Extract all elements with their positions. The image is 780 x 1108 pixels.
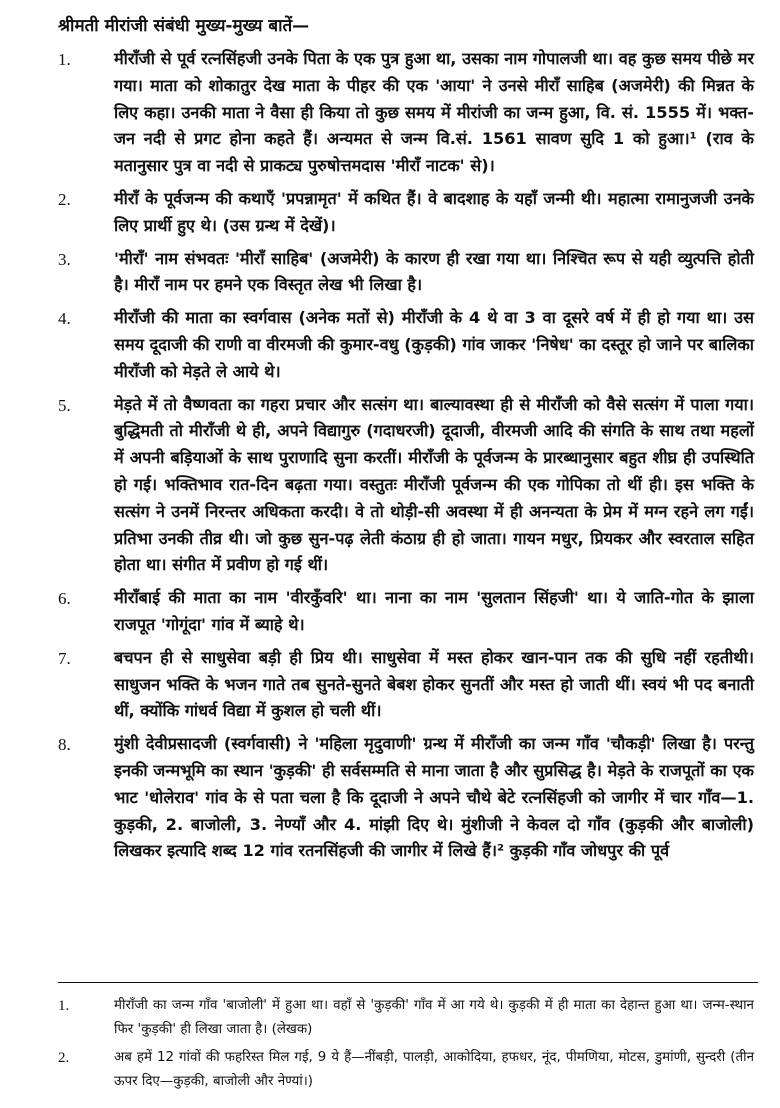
item-text: बचपन ही से साधुसेवा बड़ी ही प्रिय थी। साधुसेवा में मस्त होकर खान-पान तक की सुधि नहीं रहतीथी। साधुजन भक्ति के भजन गाते तब सुनते-सुनते बेबश होकर सुनतीं और मस्त हो जाती थीं। स्वयं भी पद बनाती थीं, क्योंकि गांधर्व विद्या में कुशल हो चली थीं। xyxy=(114,647,754,721)
list-item xyxy=(0,645,780,725)
item-text: 'मीराँ' नाम संभवतः 'मीराँ साहिब' (अजमेरी) के कारण ही रखा गया था। निश्चित रूप से यही व्युत्पत्ति होती है। मीराँ नाम पर हमने एक विस्तृत लेख भी लिखा है। xyxy=(114,248,754,295)
section-heading: श्रीमती मीरांजी संबंधी मुख्य-मुख्य बातें— xyxy=(58,16,310,36)
item-number: 7. xyxy=(58,648,71,668)
footnote-divider xyxy=(58,982,758,983)
item-text: मीराँबाई की माता का नाम 'वीरकुँवरि' था। नाना का नाम 'सुलतान सिंहजी' था। ये जाति-गोत के झाला राजपूत 'गोगूंदा' गांव में ब्याहे थे। xyxy=(114,588,754,634)
footnote-text: अब हमें 12 गांवों की फहरिस्त मिल गई, 9 ये हैं—नींबड़ी, पालड़ी, आकोदिया, हफधर, नूंद, पीमणिया, मोटस, डुमांणी, सुन्दरी (तीन ऊपर दिए—कुड़की, बाजोली और नेण्यां।) xyxy=(114,1050,754,1089)
item-text: मीराँ के पूर्वजन्म की कथाएँ 'प्रपन्नामृत' में कथित हैं। वे बादशाह के यहाँ जन्मी थी। महात्मा रामानुजजी उनके लिए प्रार्थी हुए थे। (उस ग्रन्थ में देखें)। xyxy=(114,188,754,235)
footnote-number: 2. xyxy=(58,1050,70,1066)
list-item xyxy=(0,46,780,180)
item-number: 5. xyxy=(58,395,71,415)
item-number: 4. xyxy=(58,309,71,329)
footnote-text: मीराँजी का जन्म गाँव 'बाजोली' में हुआ था। वहाँ से 'कुड़की' गाँव में आ गये थे। कुड़की में ही माता का देहान्त हुआ था। जन्म-स्थान फिर 'कुड़की' ही लिखा जाता है। (लेखक) xyxy=(114,998,754,1037)
numbered-list xyxy=(0,46,780,871)
footnote xyxy=(0,1046,780,1094)
list-item xyxy=(0,305,780,385)
list-item xyxy=(0,392,780,580)
item-number: 8. xyxy=(58,735,71,755)
item-number: 1. xyxy=(58,50,71,69)
footnote-number: 1. xyxy=(58,998,70,1014)
item-number: 3. xyxy=(58,249,71,269)
list-item xyxy=(0,585,780,639)
list-item xyxy=(0,731,780,865)
footnote xyxy=(0,994,780,1042)
item-number: 2. xyxy=(58,189,71,209)
list-item xyxy=(0,186,780,240)
item-text: मीराँजी से पूर्व रत्नसिंहजी उनके पिता के एक पुत्र हुआ था, उसका नाम गोपालजी था। वह कुछ समय पीछे मर गया। माता को शोकातुर देख माता के पीहर की एक 'आया' ने उनसे मीराँ साहिब (अजमेरी) की मिन्नत के लिए कहा। उनकी माता ने वैसा ही किया तो कुछ समय में मीरांजी का जन्म हुआ, वि. सं. 1555 में। भक्त-जन नदी से प्रगट होना कहते हैं। अन्यमत से जन्म वि.सं. 1561 सावण सुदि 1 को हुआ।¹ (राव के मतानुसार पुत्र वा नदी से प्राकट्य पुरुषोत्तमदास 'मीराँ नाटक' से)। xyxy=(114,49,754,176)
item-text: मेड़ते में तो वैष्णवता का गहरा प्रचार और सत्संग था। बाल्यावस्था ही से मीराँजी को वैसे सत्संग में पाला गया। बुद्धिमती तो मीराँजी थे ही, अपने विद्यागुरु (गदाधरजी) दूदाजी, वीरमजी आदि की संगति के साथ तथा महलों में अपनी बड़ियाओं के साथ पुराणादि सुना करतीं। मीराँजी के पूर्वजन्म के प्रारब्धानुसार बहुत शीघ्र ही उपस्थिति हो गई। भक्तिभाव रात-दिन बढ़ता गया। वस्तुतः मीराँजी पूर्वजन्म की एक गोपिका तो थीं ही। इस भक्ति के सत्संग ने उनमें निरन्तर अधिकता करदी। वे तो थोड़ी-सी अवस्था में ही अनन्यता के प्रेम में मग्न रहने लग गईं। प्रतिभा उनकी तीव्र थी। जो कुछ सुन-पढ़ लेती कंठाग्र ही हो जाता। गायन मधुर, प्रियकर और स्वरताल सहित होता था। संगीत में प्रवीण हो गई थीं। xyxy=(114,394,754,575)
item-number: 6. xyxy=(58,589,71,609)
footnotes xyxy=(0,994,780,1098)
list-item xyxy=(0,246,780,300)
item-text: मुंशी देवीप्रसादजी (स्वर्गवासी) ने 'महिला मृदुवाणी' ग्रन्थ में मीराँजी का जन्म गाँव 'चौकड़ी' लिखा है। परन्तु इनकी जन्मभूमि का स्थान 'कुड़की' ही सर्वसम्मति से माना जाता है और सुप्रसिद्ध है। मेड़ते के राजपूतों का एक भाट 'धोलेराव' गांव के से पता चला है कि दूदाजी ने अपने चौथे बेटे रत्नसिंहजी को जागीर में चार गाँव—1. कुड़की, 2. बाजोली, 3. नेण्याँ और 4. मांझी दिए थे। मुंशीजी ने केवल दो गाँव (कुड़की और बाजोली) लिखकर इत्यादि शब्द 12 गांव रतनसिंहजी की जागीर में लिखे हैं।² कुड़की गाँव जोधपुर की पूर्व xyxy=(114,734,754,861)
item-text: मीराँजी की माता का स्वर्गवास (अनेक मतों से) मीराँजी के 4 थे वा 3 वा दूसरे वर्ष में ही हो गया था। उस समय दूदाजी की राणी वा वीरमजी की कुमार-वधु (कुड़की) गांव जाकर 'निषेध' का दस्तूर हो जाने पर बालिका मीराँजी को मेड़ते ले आये थे। xyxy=(114,308,754,381)
